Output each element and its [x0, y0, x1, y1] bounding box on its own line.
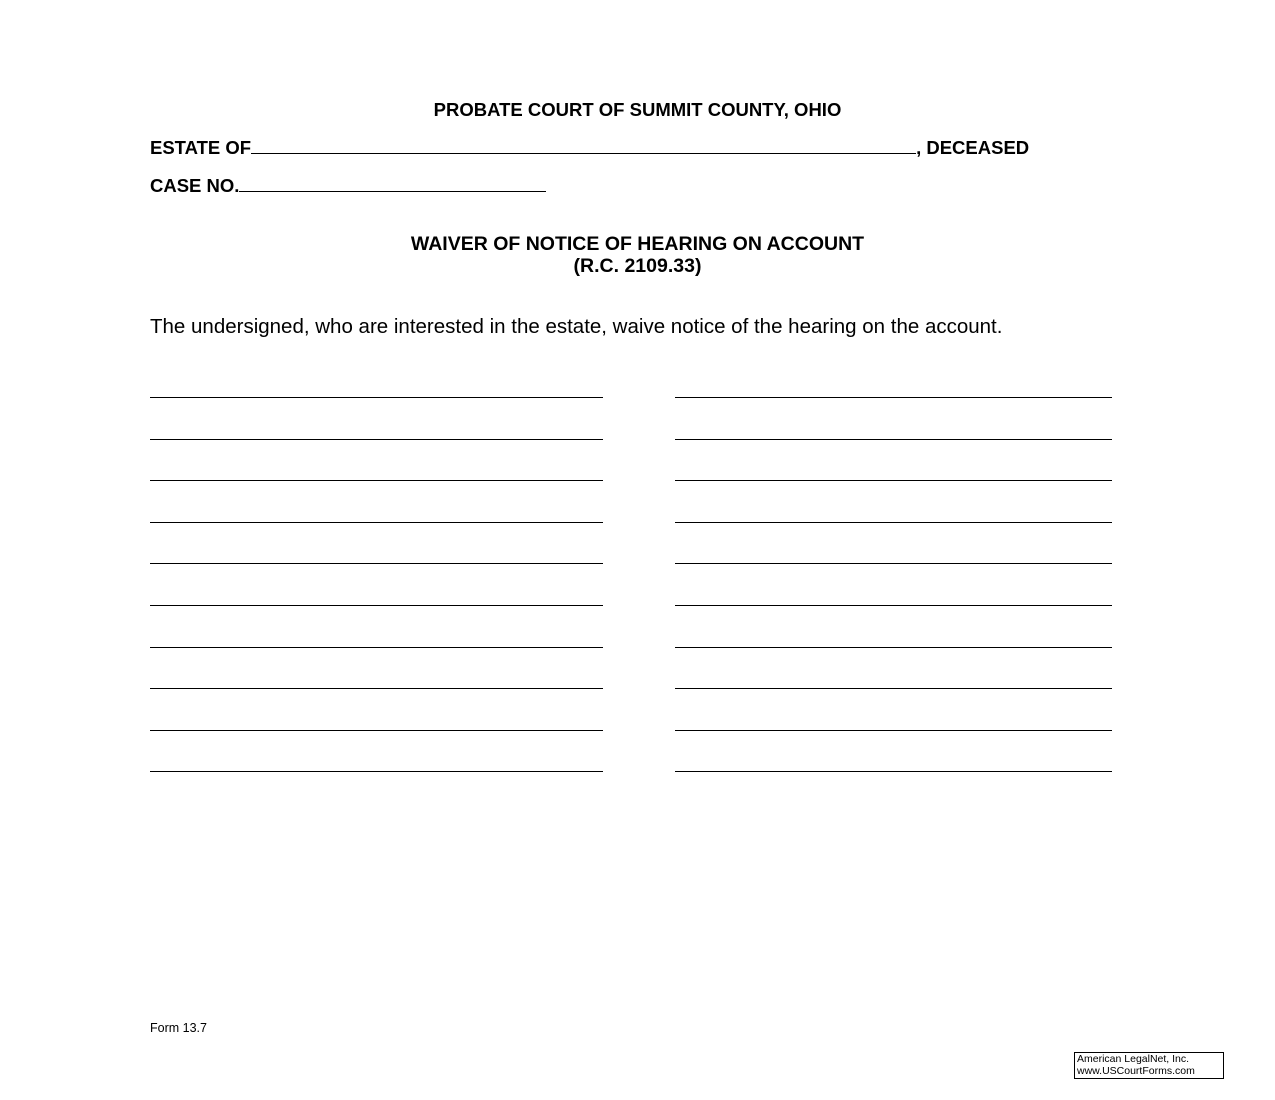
signature-line[interactable]	[675, 605, 1112, 606]
signature-line[interactable]	[150, 647, 603, 648]
signature-line[interactable]	[675, 397, 1112, 398]
signature-line[interactable]	[675, 563, 1112, 564]
signature-line[interactable]	[150, 480, 603, 481]
deceased-label: , DECEASED	[916, 137, 1030, 158]
estate-name-field[interactable]	[251, 138, 916, 154]
signature-line[interactable]	[150, 605, 603, 606]
case-number-row	[150, 175, 546, 197]
form-number: Form 13.7	[150, 1021, 207, 1035]
publisher-box	[1074, 1052, 1224, 1079]
signature-line[interactable]	[150, 730, 603, 731]
case-number-label: CASE NO.	[150, 175, 240, 196]
signature-line[interactable]	[675, 771, 1112, 772]
signature-line[interactable]	[150, 688, 603, 689]
waiver-statement: The undersigned, who are interested in the estate, waive notice of the hearing on the account.	[150, 315, 1003, 338]
signature-line[interactable]	[150, 439, 603, 440]
signature-line[interactable]	[150, 397, 603, 398]
form-title	[0, 233, 1275, 277]
signature-line[interactable]	[150, 771, 603, 772]
signature-line[interactable]	[675, 480, 1112, 481]
signature-line[interactable]	[675, 688, 1112, 689]
estate-of-label: ESTATE OF	[150, 137, 252, 158]
signature-line[interactable]	[150, 522, 603, 523]
estate-of-row	[150, 137, 1029, 159]
case-number-field[interactable]	[239, 176, 546, 192]
signature-line[interactable]	[150, 563, 603, 564]
publisher-name: American LegalNet, Inc.	[1077, 1053, 1190, 1065]
form-title-statute: (R.C. 2109.33)	[573, 255, 702, 277]
signature-line[interactable]	[675, 522, 1112, 523]
signature-line[interactable]	[675, 439, 1112, 440]
form-title-main: WAIVER OF NOTICE OF HEARING ON ACCOUNT	[410, 233, 865, 255]
publisher-url: www.USCourtForms.com	[1077, 1064, 1195, 1077]
court-title: PROBATE COURT OF SUMMIT COUNTY, OHIO	[433, 99, 842, 120]
signature-line[interactable]	[675, 730, 1112, 731]
signature-line[interactable]	[675, 647, 1112, 648]
